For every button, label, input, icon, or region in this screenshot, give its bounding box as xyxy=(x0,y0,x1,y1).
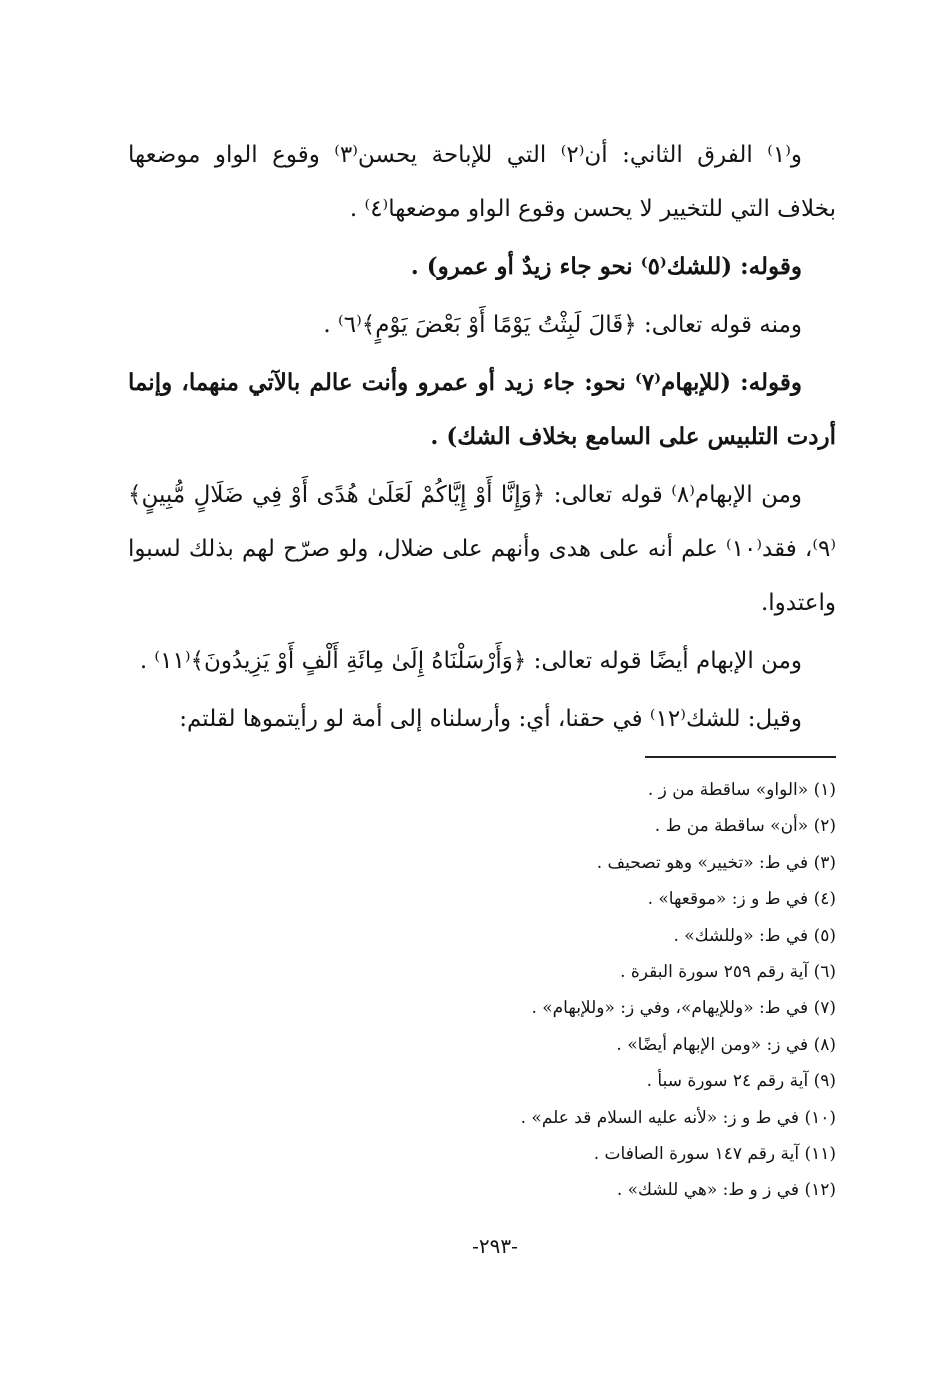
footnote: (٩) آية رقم ٢٤ سورة سبأ . xyxy=(646,1071,836,1092)
footnote: (٨) في ز: «ومن الإبهام أيضًا» . xyxy=(616,1034,836,1055)
footnotes xyxy=(276,772,836,1209)
footnote: (٦) آية رقم ٢٥٩ سورة البقرة . xyxy=(620,962,836,983)
footnote: (٧) في ط: «وللإيهام»، وفي ز: «وللإبهام» . xyxy=(531,998,836,1019)
paragraph: و⁽١⁾ الفرق الثاني: أن⁽٢⁾ التي للإباحة يحسن⁽٣⁾ وقوع الواو موضعها بخلاف التي للتخيير لا يحسن وقوع الواو موضعها⁽٤⁾ . xyxy=(128,142,836,222)
footnote: (٣) في ط: «تخيير» وهو تصحيف . xyxy=(596,852,836,873)
footnote-separator xyxy=(645,756,836,758)
footnote: (١٢) في ز و ط: «هي للشك» . xyxy=(616,1180,836,1201)
paragraph: ومن الإبهام⁽٨⁾ قوله تعالى: ﴿وَإِنَّا أَوْ إِيَّاكُمْ لَعَلَىٰ هُدًى أَوْ فِي ضَلَالٍ مُّبِينٍ﴾⁽٩⁾، فقد⁽١٠⁾ علم أنه على هدى وأنهم على ضلال، ولو صرّح لهم بذلك لسبوا واعتدوا. xyxy=(128,482,836,616)
paragraph: وقوله: (للإبهام⁽٧⁾ نحو: جاء زيد أو عمرو وأنت عالم بالآتي منهما، وإنما أردت التلبيس على السامع بخلاف الشك) . xyxy=(128,369,836,450)
footnote: (١١) آية رقم ١٤٧ سورة الصافات . xyxy=(593,1144,836,1165)
main-text xyxy=(128,128,836,750)
footnote: (١٠) في ط و ز: «لأنه عليه السلام قد علم» . xyxy=(520,1107,836,1128)
footnote: (١) «الواو» ساقطة من ز . xyxy=(647,780,836,800)
footnote: (٤) في ط و ز: «موقعها» . xyxy=(647,889,836,910)
footnote: (٥) في ط: «وللشك» . xyxy=(673,925,836,946)
paragraph: ومن الإبهام أيضًا قوله تعالى: ﴿وَأَرْسَلْنَاهُ إِلَىٰ مِائَةِ أَلْفٍ أَوْ يَزِيدُونَ﴾⁽١١⁾ . xyxy=(139,648,802,674)
paragraph: ومنه قوله تعالى: ﴿قَالَ لَبِثْتُ يَوْمًا أَوْ بَعْضَ يَوْمٍ﴾⁽٦⁾ . xyxy=(323,312,802,338)
page-number: -٢٩٣- xyxy=(472,1234,518,1258)
paragraph: وقوله: (للشك⁽٥⁾ نحو جاء زيدٌ أو عمرو) . xyxy=(410,253,802,280)
footnote: (٢) «أن» ساقطة من ط . xyxy=(654,816,836,837)
paragraph: وقيل: للشك⁽١٢⁾ في حقنا، أي: وأرسلناه إلى أمة لو رأيتموها لقلتم: xyxy=(179,706,802,732)
